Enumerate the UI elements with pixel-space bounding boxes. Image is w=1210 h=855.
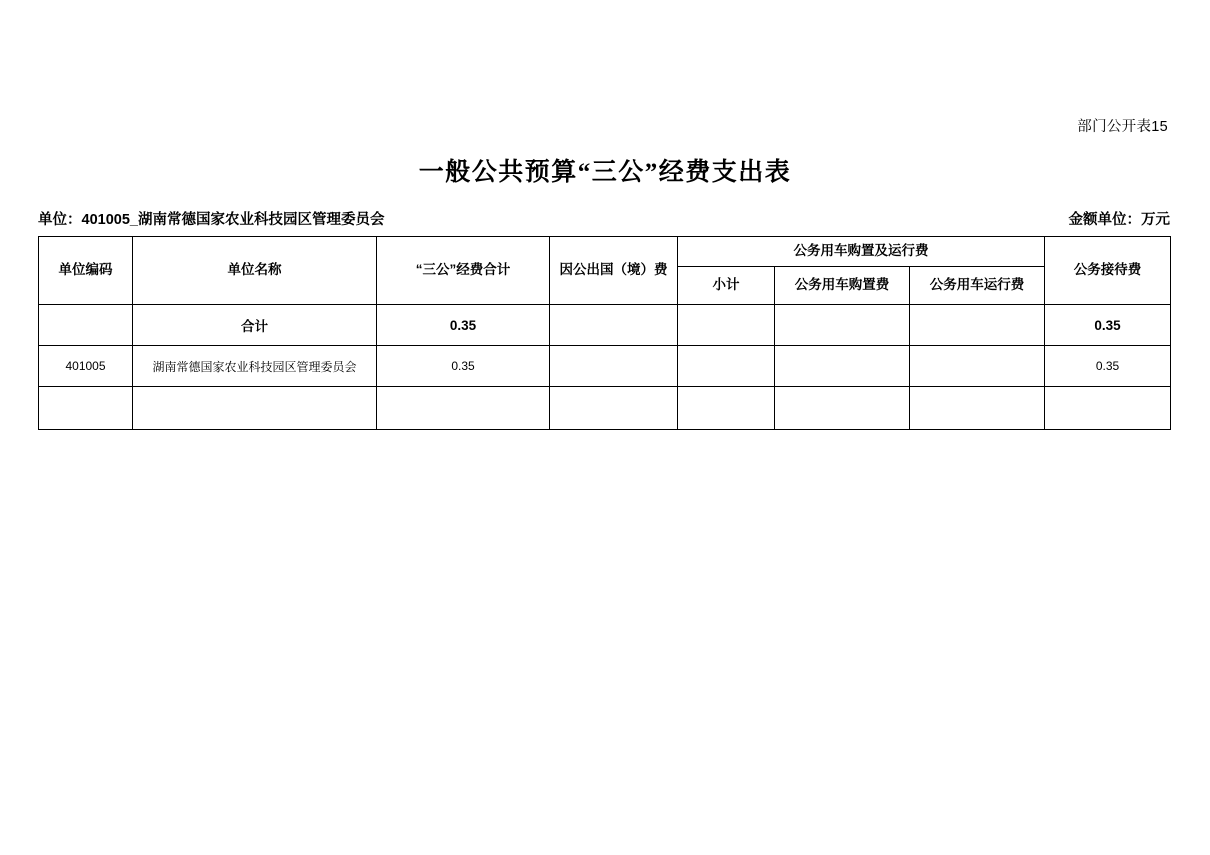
cell-vehicle-operation — [910, 387, 1045, 430]
budget-table — [38, 236, 1171, 430]
page-title: 一般公共预算“三公”经费支出表 — [418, 159, 792, 186]
cell-unit-code: 401005 — [39, 346, 133, 387]
header-total: “三公”经费合计 — [377, 237, 550, 305]
header-vehicle-subtotal: 小计 — [678, 267, 775, 305]
cell-vehicle-operation — [910, 305, 1045, 346]
cell-unit-code — [39, 305, 133, 346]
unit-label: 单位：401005_湖南常德国家农业科技园区管理委员会 — [38, 212, 385, 228]
header-vehicle-purchase: 公务用车购置费 — [775, 267, 910, 305]
cell-reception: 0.35 — [1045, 305, 1171, 346]
cell-abroad — [550, 387, 678, 430]
cell-vehicle-purchase — [775, 387, 910, 430]
cell-total: 0.35 — [377, 305, 550, 346]
cell-vehicle-subtotal — [678, 305, 775, 346]
cell-reception — [1045, 387, 1171, 430]
table-header-row-1 — [39, 237, 1171, 267]
cell-unit-code — [39, 387, 133, 430]
cell-total — [377, 387, 550, 430]
table-row — [39, 305, 1171, 346]
cell-unit-name: 湖南常德国家农业科技园区管理委员会 — [133, 346, 377, 387]
header-vehicle-group: 公务用车购置及运行费 — [678, 237, 1045, 267]
cell-vehicle-operation — [910, 346, 1045, 387]
cell-vehicle-purchase — [775, 305, 910, 346]
header-unit-name: 单位名称 — [133, 237, 377, 305]
header-vehicle-operation: 公务用车运行费 — [910, 267, 1045, 305]
header-reception: 公务接待费 — [1045, 237, 1171, 305]
header-unit-code: 单位编码 — [39, 237, 133, 305]
cell-unit-name — [133, 387, 377, 430]
amount-unit-label: 金额单位：万元 — [1068, 212, 1170, 228]
meta-row — [38, 208, 1170, 228]
form-code-label: 部门公开表15 — [1077, 119, 1168, 135]
header-abroad: 因公出国（境）费 — [550, 237, 678, 305]
cell-vehicle-purchase — [775, 346, 910, 387]
table-row — [39, 346, 1171, 387]
cell-vehicle-subtotal — [678, 387, 775, 430]
table-row — [39, 387, 1171, 430]
cell-total: 0.35 — [377, 346, 550, 387]
cell-reception: 0.35 — [1045, 346, 1171, 387]
cell-unit-name: 合计 — [133, 305, 377, 346]
cell-vehicle-subtotal — [678, 346, 775, 387]
cell-abroad — [550, 346, 678, 387]
cell-abroad — [550, 305, 678, 346]
